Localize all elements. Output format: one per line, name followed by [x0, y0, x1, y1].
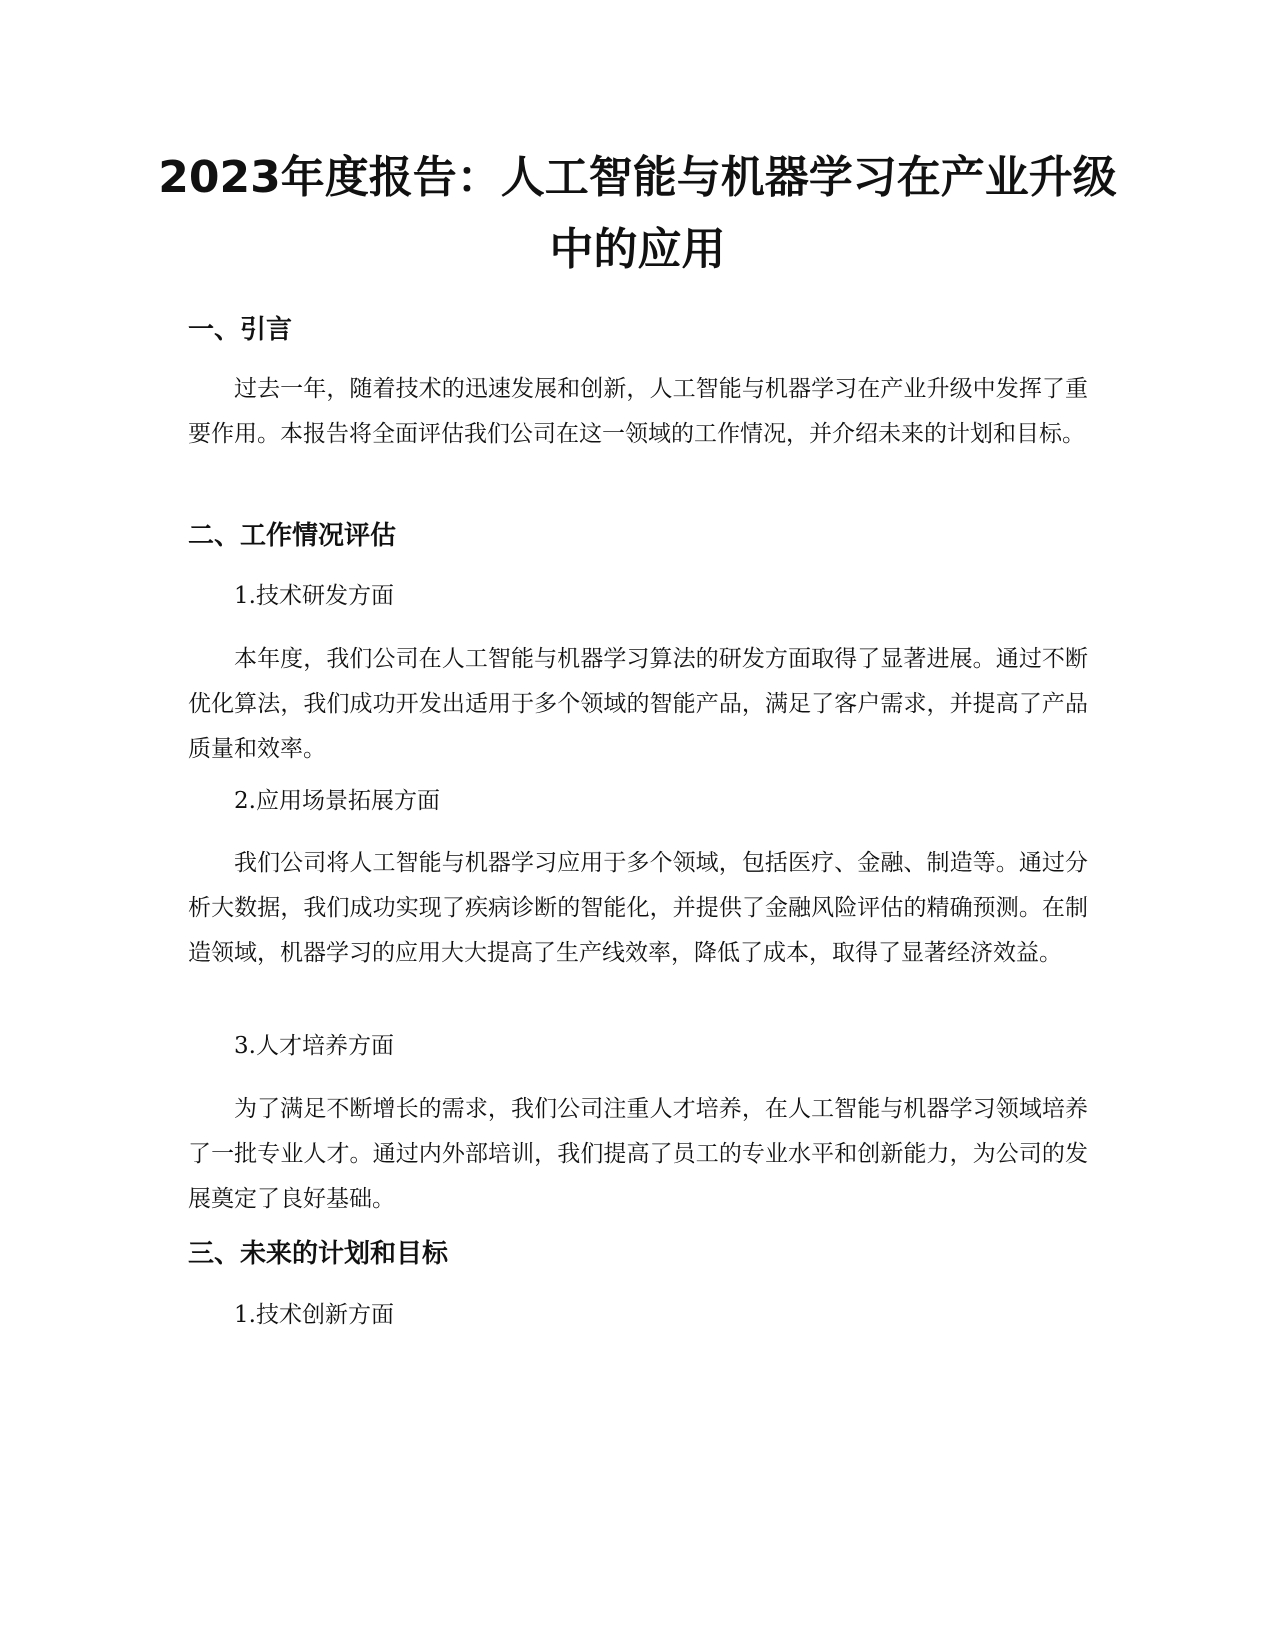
subheading-tech-innovation: 1.技术创新方面: [234, 1302, 394, 1328]
section-heading-future-plans: 三、未来的计划和目标: [188, 1239, 449, 1269]
section-heading-introduction: 一、引言: [188, 315, 293, 345]
subheading-talent-development: 3.人才培养方面: [234, 1033, 394, 1059]
paragraph-tech-rd: 本年度，我们公司在人工智能与机器学习算法的研发方面取得了显著进展。通过不断优化算法，我们成功开发出适用于多个领域的智能产品，满足了客户需求，并提高了产品质量和效率。: [188, 646, 1088, 762]
subheading-application-scenarios: 2.应用场景拓展方面: [234, 788, 440, 814]
section-heading-work-evaluation: 二、工作情况评估: [188, 521, 397, 551]
subheading-tech-rd: 1.技术研发方面: [234, 583, 394, 609]
document-title: 2023年度报告：人工智能与机器学习在产业升级中的应用: [158, 152, 1117, 275]
paragraph-talent-development: 为了满足不断增长的需求，我们公司注重人才培养，在人工智能与机器学习领域培养了一批专业人才。通过内外部培训，我们提高了员工的专业水平和创新能力，为公司的发展奠定了良好基础。: [188, 1096, 1088, 1212]
introduction-paragraph: 过去一年，随着技术的迅速发展和创新，人工智能与机器学习在产业升级中发挥了重要作用。本报告将全面评估我们公司在这一领域的工作情况，并介绍未来的计划和目标。: [188, 376, 1088, 447]
paragraph-application-scenarios: 我们公司将人工智能与机器学习应用于多个领域，包括医疗、金融、制造等。通过分析大数据，我们成功实现了疾病诊断的智能化，并提供了金融风险评估的精确预测。在制造领域，机器学习的应用大大提高了生产线效率，降低了成本，取得了显著经济效益。: [188, 850, 1088, 966]
